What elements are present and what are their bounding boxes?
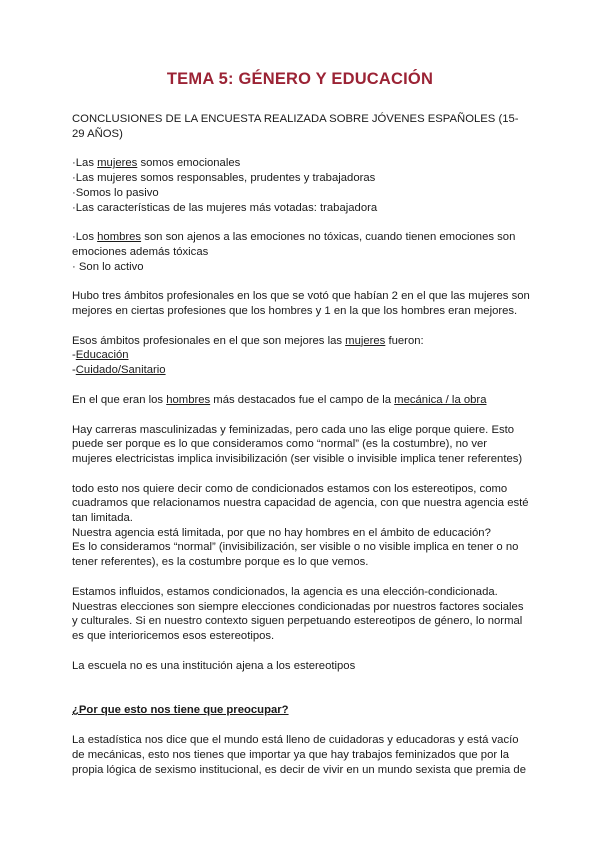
ambitos-list	[72, 334, 530, 378]
underlined-word: mujeres	[345, 334, 386, 347]
paragraph-men-field: En el que eran los hombres más destacados fue el campo de la mecánica / la obra	[72, 393, 487, 406]
list-item: ·Las mujeres somos responsables, prudentes y trabajadoras	[72, 172, 376, 185]
section-heading: ¿Por que esto nos tiene que preocupar?	[72, 704, 289, 717]
list-item: ·Somos lo pasivo	[72, 186, 159, 199]
list-item: -Cuidado/Sanitario	[72, 364, 166, 377]
underlined-word: hombres	[166, 393, 211, 406]
paragraph-todo: todo esto nos quiere decir como de condicionados estamos con los estereotipos, como cuadramos que relacionamos nuestra capacidad de agencia, con que nuestra agencia esté tan limitada. Nuestra agencia está limitada, por que no hay hombres en el ámbito de educación? Es lo consideramos “normal” (invisibilización, ser visible o no visible implica en tener o no tener referentes), es la costumbre porque es lo que vemos.	[72, 482, 529, 569]
list-item: -Educación	[72, 349, 129, 362]
document-body	[72, 112, 530, 777]
women-list	[72, 156, 530, 215]
underlined-word: mecánica / la obra	[394, 393, 487, 406]
paragraph-estadistica: La estadística nos dice que el mundo está lleno de cuidadoras y educadoras y está vacío de mecánicas, esto nos tienes que importar ya que hay trabajos feminizados que por la propia lógica de sexismo institucional, es decir de vivir en un mundo sexista que premia de	[72, 734, 526, 776]
list-item: · Son lo activo	[72, 260, 144, 273]
men-list	[72, 230, 530, 274]
paragraph-carreras: Hay carreras masculinizadas y feminizadas, pero cada uno las elige porque quiere. Esto puede ser porque es lo que consideramos como “normal” (es la costumbre), no ver mujeres electricistas implica invisibilización (ser visible o invisible implica tener referentes)	[72, 423, 523, 465]
ambitos-intro: Esos ámbitos profesionales en el que son mejores las mujeres fueron:	[72, 334, 424, 347]
underlined-word: mujeres	[97, 157, 138, 170]
paragraph-escuela: La escuela no es una institución ajena a los estereotipos	[72, 659, 356, 672]
survey-subtitle: CONCLUSIONES DE LA ENCUESTA REALIZADA SOBRE JÓVENES ESPAÑOLES (15-29 AÑOS)	[72, 113, 519, 140]
list-item: ·Los hombres son son ajenos a las emociones no tóxicas, cuando tienen emociones son emociones además tóxicas	[72, 231, 516, 258]
list-item: ·Las mujeres somos emocionales	[72, 157, 241, 170]
paragraph-ambitos: Hubo tres ámbitos profesionales en los que se votó que habían 2 en el que las mujeres son mejores en ciertas profesiones que los hombres y 1 en la que los hombres eran mejores.	[72, 290, 530, 318]
underlined-word: hombres	[97, 231, 142, 244]
page-title: TEMA 5: GÉNERO Y EDUCACIÓN	[166, 70, 434, 88]
list-item: ·Las características de las mujeres más votadas: trabajadora	[72, 201, 378, 214]
paragraph-influidos: Estamos influidos, estamos condicionados, la agencia es una elección-condicionada. Nuestras elecciones son siempre elecciones condicionadas por nuestros factores sociales y culturales. Si en nuestro contexto siguen perpetuando estereotipos de género, lo normal es que interioricemos esos estereotipos.	[72, 585, 524, 642]
